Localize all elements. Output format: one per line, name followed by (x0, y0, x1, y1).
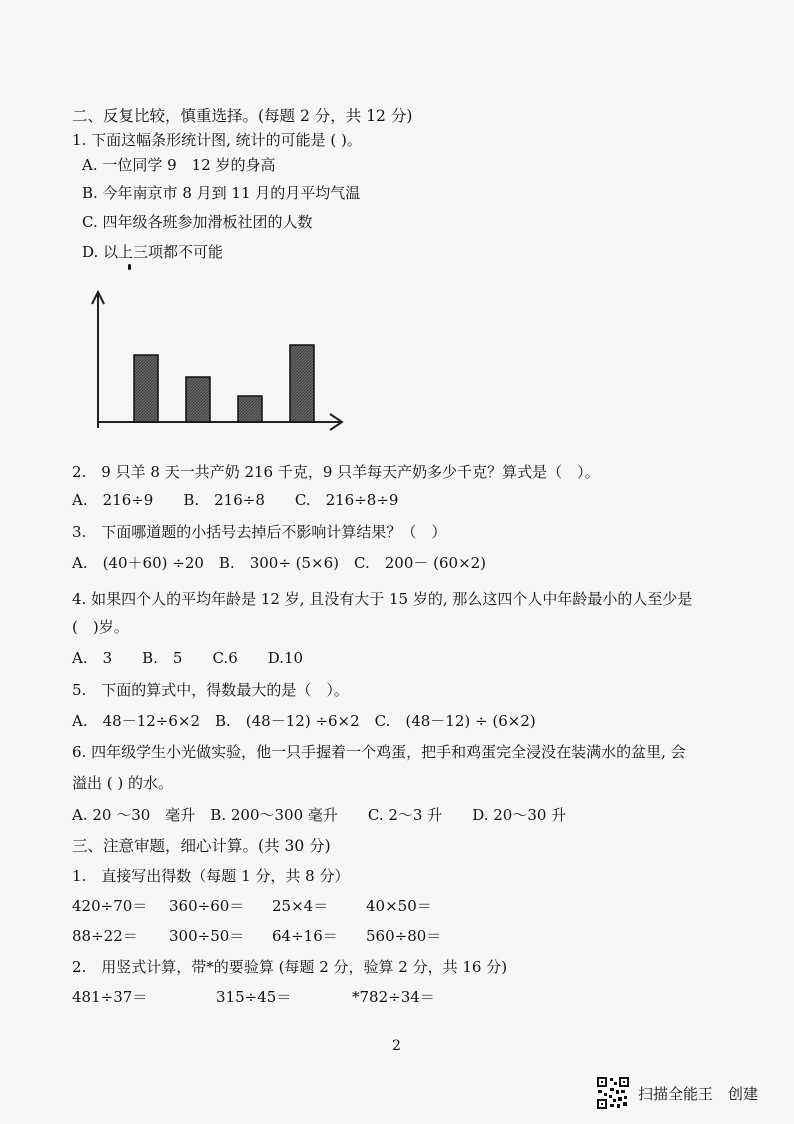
bar-chart (82, 282, 352, 436)
p1-item: 64÷16＝ (272, 927, 338, 945)
p2-item: *782÷34＝ (352, 988, 435, 1006)
watermark-text: 扫描全能王 创建 (638, 1084, 759, 1103)
qr-code-icon (596, 1076, 630, 1110)
p2-item: 315÷45＝ (216, 988, 292, 1006)
q1-option-c: C. 四年级各班参加滑板社团的人数 (82, 213, 313, 231)
q2-stem: 2. 9 只羊 8 天一共产奶 216 千克，9 只羊每天产奶多少千克？算式是（ ）。 (72, 463, 600, 481)
bar-2 (186, 377, 210, 422)
q4-stem: 4. 如果四个人的平均年龄是 12 岁, 且没有大于 15 岁的, 那么这四个人中年龄最小的人至少是 (72, 590, 693, 608)
bars-group (134, 345, 314, 422)
q3-options: A. (40＋60) ÷20 B. 300÷ (5×6) C. 200－ (60×2) (72, 554, 487, 572)
q1-option-d: D. 以上三项都不可能 (82, 243, 224, 261)
q3-stem: 3. 下面哪道题的小括号去掉后不影响计算结果？（ ） (72, 523, 447, 541)
bar-chart-svg (82, 282, 352, 432)
q4-stem-continued: ( )岁。 (72, 618, 129, 636)
section-3-title: 三、注意审题，细心计算。(共 30 分) (72, 837, 331, 855)
q6-stem-continued: 溢出 ( ) 的水。 (72, 774, 174, 792)
ink-dot (128, 264, 131, 270)
scanner-watermark (596, 1076, 758, 1110)
q1-stem: 1. 下面这幅条形统计图, 统计的可能是 ( )。 (72, 131, 362, 149)
section-2-title: 二、反复比较，慎重选择。(每题 2 分，共 12 分) (72, 107, 413, 125)
q5-options: A. 48－12÷6×2 B. (48－12) ÷6×2 C. (48－12) ÷ (6×2) (72, 712, 536, 730)
page-number: 2 (392, 1038, 401, 1054)
q6-options: A. 20 ～30 毫升 B. 200～300 毫升 C. 2～3 升 D. 20～30 升 (72, 806, 567, 824)
p2-item: 481÷37＝ (72, 988, 148, 1006)
p1-item: 40×50＝ (366, 897, 432, 915)
q4-options: A. 3 B. 5 C.6 D.10 (72, 649, 304, 667)
p1-stem: 1. 直接写出得数（每题 1 分，共 8 分） (72, 867, 350, 885)
p1-item: 300÷50＝ (169, 927, 245, 945)
p1-item: 88÷22＝ (72, 927, 138, 945)
bar-4 (290, 345, 314, 422)
p1-item: 25×4＝ (272, 897, 329, 915)
p1-item: 360÷60＝ (169, 897, 245, 915)
p1-item: 560÷80＝ (366, 927, 442, 945)
q2-options: A. 216÷9 B. 216÷8 C. 216÷8÷9 (72, 491, 399, 509)
q1-option-b: B. 今年南京市 8 月到 11 月的月平均气温 (82, 184, 361, 202)
bar-3 (238, 396, 262, 422)
p2-stem: 2. 用竖式计算，带*的要验算 (每题 2 分，验算 2 分，共 16 分) (72, 958, 508, 976)
q5-stem: 5. 下面的算式中，得数最大的是（ ）。 (72, 681, 349, 699)
q1-option-a: A. 一位同学 9 12 岁的身高 (82, 156, 276, 174)
p1-item: 420÷70＝ (72, 897, 148, 915)
bar-1 (134, 355, 158, 422)
q6-stem: 6. 四年级学生小光做实验，他一只手握着一个鸡蛋，把手和鸡蛋完全浸没在装满水的盆里, 会 (72, 743, 686, 761)
